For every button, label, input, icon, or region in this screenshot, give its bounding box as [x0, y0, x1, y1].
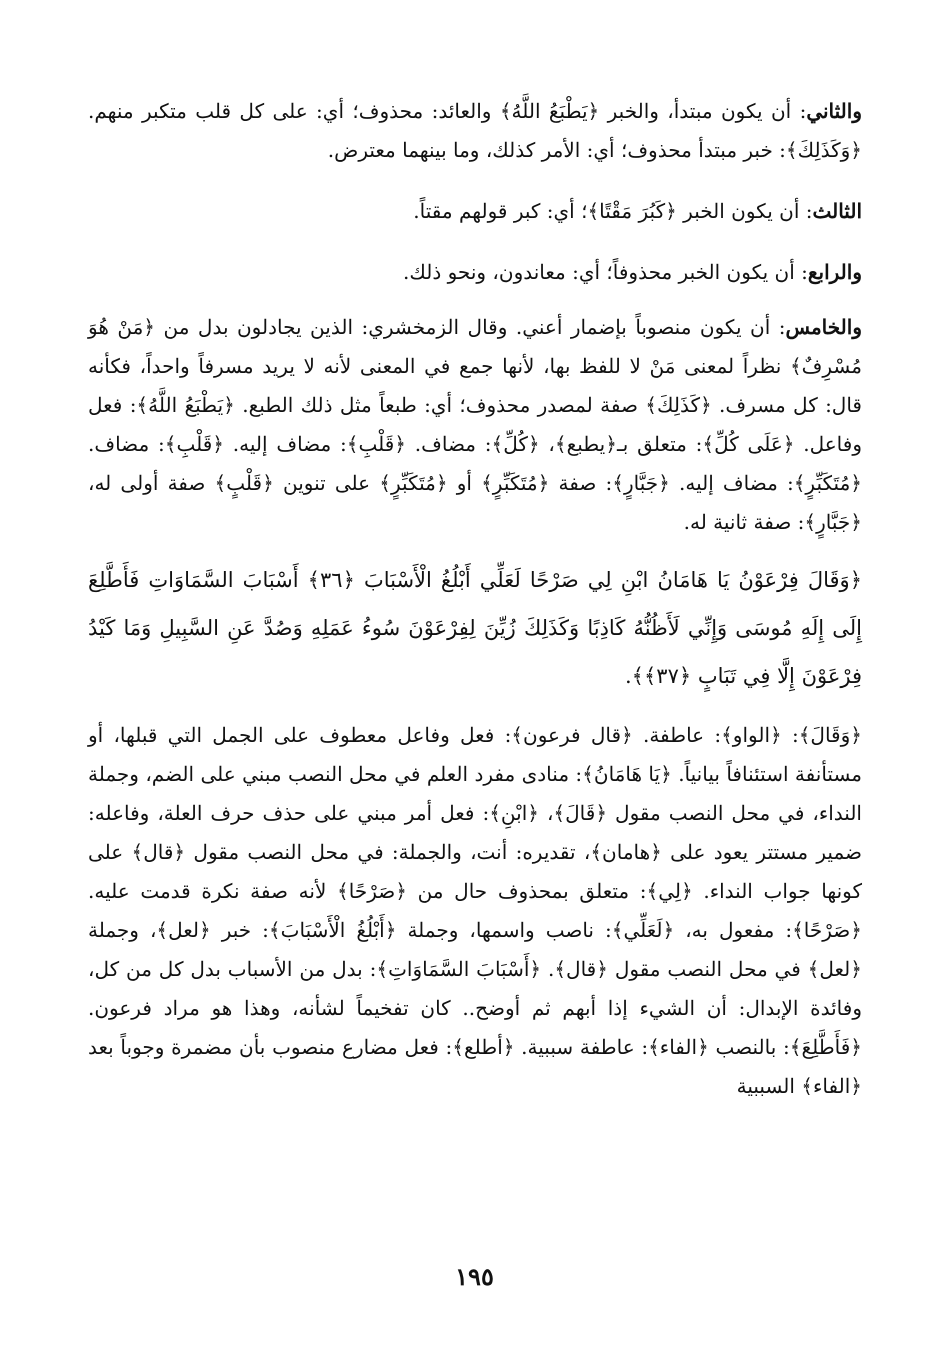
quran-verse: [88, 556, 862, 700]
paragraph-label: والثاني: [806, 99, 862, 123]
paragraph-fourth: [88, 253, 862, 292]
paragraph-second: [88, 92, 862, 170]
paragraph-third: [88, 192, 862, 231]
paragraph-text: : أن يكون منصوباً بإضمار أعني. وقال الزمخشري: الذين يجادلون بدل من ﴿مَنْ هُوَ مُسْرِفٌ﴾ نظراً لمعنى مَنْ لا للفظ بها، لأنها جمع في المعنى لأنه لا يريد مسرفاً واحداً، فكأنه قال: كل مسرف. ﴿كَذَلِكَ﴾ صفة لمصدر محذوف؛ أي: طبعاً مثل ذلك الطبع. ﴿يَطْبَعُ اللَّهُ﴾: فعل وفاعل. ﴿عَلَى كُلِّ﴾: متعلق بـ﴿يطبع﴾، ﴿كُلِّ﴾: مضاف. ﴿قَلْبِ﴾: مضاف إليه. ﴿قَلْبِ﴾: مضاف. ﴿مُتَكَبِّرٍ﴾: مضاف إليه. ﴿جَبَّارٍ﴾: صفة ﴿مُتَكَبِّرٍ﴾ أو ﴿مُتَكَبِّرٍ﴾ على تنوين ﴿قَلْبٍ﴾ صفة أولى له، ﴿جَبَّارٍ﴾: صفة ثانية له.: [88, 315, 863, 534]
verse-text: ﴿وَقَالَ فِرْعَوْنُ يَا هَامَانُ ابْنِ لِي صَرْحًا لَعَلِّي أَبْلُغُ الْأَسْبَابَ ﴿٣٦﴾ أَسْبَابَ السَّمَاوَاتِ فَأَطَّلِعَ إِلَى إِلَهِ مُوسَى وَإِنِّي لَأَظُنُّهُ كَاذِبًا وَكَذَلِكَ زُيِّنَ لِفِرْعَوْنَ سُوءُ عَمَلِهِ وَصُدَّ عَنِ السَّبِيلِ وَمَا كَيْدُ فِرْعَوْنَ إِلَّا فِي تَبَابٍ ﴿٣٧﴾﴾.: [88, 568, 863, 688]
paragraph-fifth: [88, 308, 862, 542]
paragraph-label: والخامس: [785, 315, 862, 339]
paragraph-grammar-analysis: [88, 716, 862, 1106]
page-number: ١٩٥: [455, 1262, 494, 1291]
paragraph-text: : أن يكون الخبر محذوفاً؛ أي: معاندون، ونحو ذلك.: [403, 260, 808, 284]
paragraph-label: والرابع: [807, 260, 862, 284]
paragraph-label: الثالث: [812, 199, 862, 223]
page-body: [88, 92, 862, 1106]
paragraph-text: : أن يكون مبتدأ، والخبر ﴿يَطْبَعُ اللَّهُ﴾ والعائد: محذوف؛ أي: على كل قلب متكبر منهم. ﴿وَكَذَلِكَ﴾: خبر مبتدأ محذوف؛ أي: الأمر كذلك، وما بينهما معترض.: [88, 99, 862, 162]
paragraph-text: : أن يكون الخبر ﴿كَبُرَ مَقْتًا﴾؛ أي: كبر قولهم مقتاً.: [413, 199, 813, 223]
paragraph-text: ﴿وَقَالَ﴾: ﴿الواو﴾: عاطفة. ﴿قال فرعون﴾: فعل وفاعل معطوف على الجمل التي قبلها، أو مستأنفة استئنافاً بيانياً. ﴿يَا هَامَانُ﴾: منادى مفرد العلم في محل النصب مبني على الضم، وجملة النداء، في محل النصب مقول ﴿قَالَ﴾، ﴿ابْنِ﴾: فعل أمر مبني على حذف حرف العلة، وفاعله: ضمير مستتر يعود على ﴿هامان﴾، تقديره: أنت، والجملة: في محل النصب مقول ﴿قال﴾ على كونها جواب النداء. ﴿لِي﴾: متعلق بمحذوف حال من ﴿صَرْحًا﴾ لأنه صفة نكرة قدمت عليه. ﴿صَرْحًا﴾: مفعول به، ﴿لَعَلِّي﴾: ناصب واسمها، وجملة ﴿أَبْلُغُ الْأَسْبَابَ﴾: خبر ﴿لعل﴾، وجملة ﴿لعل﴾ في محل النصب مقول ﴿قال﴾. ﴿أَسْبَابَ السَّمَاوَاتِ﴾: بدل من الأسباب بدل كل من كل، وفائدة الإبدال: أن الشيء إذا أبهم ثم أوضح.. كان تفخيماً لشأنه، وهذا هو مراد فرعون. ﴿فَأَطَّلِعَ﴾: بالنصب ﴿الفاء﴾: عاطفة سببية. ﴿أطلع﴾: فعل مضارع منصوب بأن مضمرة وجوباً بعد ﴿الفاء﴾ السببية: [88, 723, 862, 1098]
